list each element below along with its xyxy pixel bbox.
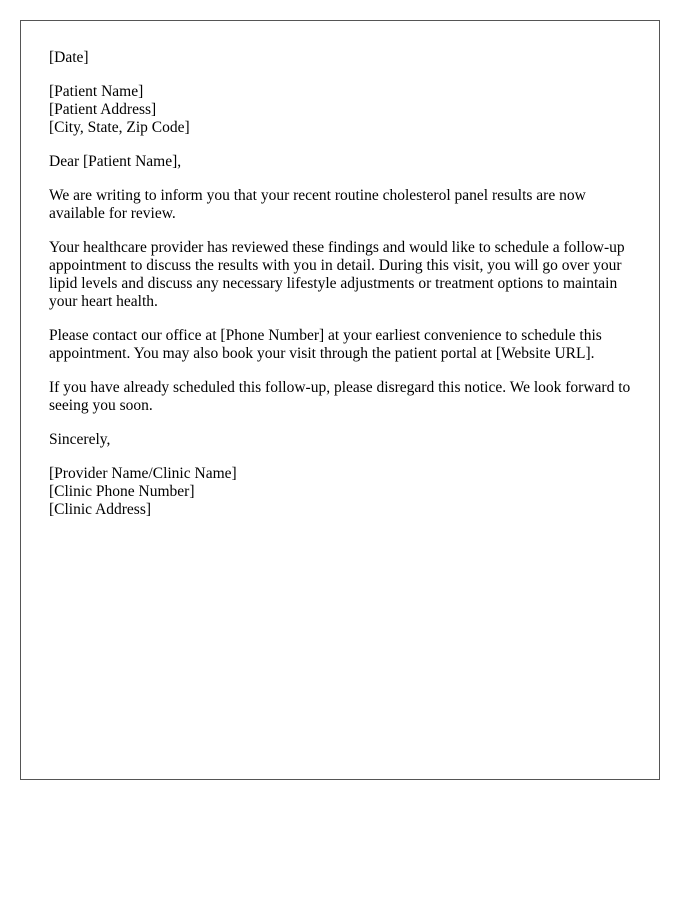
body-paragraph-3: Please contact our office at [Phone Number] at your earliest convenience to schedule this appointment. You may also book your visit through the patient portal at [Website URL]. xyxy=(49,327,602,362)
body-paragraph-1: We are writing to inform you that your recent routine cholesterol panel results are now available for review. xyxy=(49,187,586,222)
salutation: Dear [Patient Name], xyxy=(49,153,182,170)
recipient-block xyxy=(49,83,631,137)
signature-provider: [Provider Name/Clinic Name] xyxy=(49,465,237,482)
signature-block xyxy=(49,465,631,519)
closing: Sincerely, xyxy=(49,431,111,448)
signature-phone: [Clinic Phone Number] xyxy=(49,483,195,500)
recipient-name: [Patient Name] xyxy=(49,83,144,100)
recipient-city-state-zip: [City, State, Zip Code] xyxy=(49,119,190,136)
letter-date: [Date] xyxy=(49,49,89,66)
letter-page xyxy=(20,20,660,780)
body-paragraph-4: If you have already scheduled this follow-up, please disregard this notice. We look forward to seeing you soon. xyxy=(49,379,631,414)
recipient-address: [Patient Address] xyxy=(49,101,157,118)
signature-address: [Clinic Address] xyxy=(49,501,152,518)
body-paragraph-2: Your healthcare provider has reviewed these findings and would like to schedule a follow-up appointment to discuss the results with you in detail. During this visit, you will go over your lipid levels and discuss any necessary lifestyle adjustments or treatment options to maintain your heart health. xyxy=(49,239,625,310)
